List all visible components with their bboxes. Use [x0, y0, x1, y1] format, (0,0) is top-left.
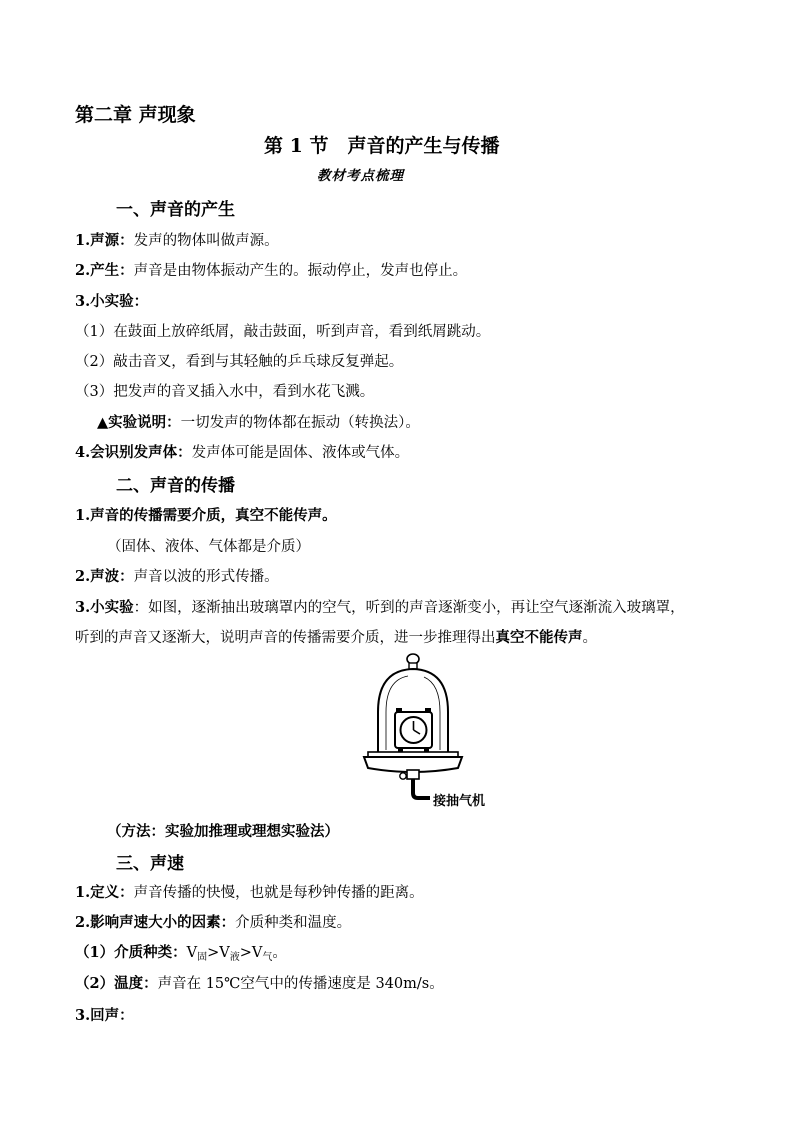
- part3-line3: 3.回声：: [75, 1007, 134, 1024]
- experiment-note: [97, 411, 420, 432]
- part3-line2: [75, 911, 351, 932]
- part3-medium: [75, 941, 287, 963]
- text-end: 。: [582, 630, 597, 646]
- label: 3.小实验: [75, 599, 134, 616]
- part3-heading: 三、声速: [116, 854, 184, 874]
- bell-jar-figure: [358, 650, 508, 810]
- experiment-3: （3）把发声的音叉插入水中，看到水花飞溅。: [75, 384, 375, 400]
- valve: [407, 770, 419, 779]
- text: 声音传播的快慢，也就是每秒钟传播的距离。: [133, 885, 424, 901]
- text: 介质种类和温度。: [235, 915, 352, 931]
- experiment-2: （2）敲击音叉，看到与其轻触的乒乓球反复弹起。: [75, 354, 404, 370]
- label: 2.产生：: [75, 262, 134, 279]
- part1-line1: [75, 229, 279, 250]
- label: 4.会识别发声体：: [75, 444, 192, 461]
- text: 发声体可能是固体、液体或气体。: [191, 445, 410, 461]
- v-gas: V: [251, 945, 263, 961]
- text: 一切发声的物体都在振动（转换法）。: [180, 415, 420, 431]
- part2-heading: 二、声音的传播: [116, 476, 235, 496]
- part2-line1: 1.声音的传播需要介质，真空不能传声。: [75, 507, 337, 524]
- part2-line3b: [75, 626, 597, 647]
- chapter-title: 第二章 声现象: [75, 104, 196, 126]
- label: 2.声波：: [75, 568, 134, 585]
- text: 声音是由物体振动产生的。振动停止，发声也停止。: [133, 263, 468, 279]
- subsection-title: 教材考点梳理: [317, 168, 404, 184]
- text: 声音以波的形式传播。: [133, 569, 279, 585]
- sub-solid: 固: [197, 952, 208, 963]
- part2-line3a: [75, 596, 685, 617]
- valve-knob: [400, 773, 406, 779]
- section-title: 第 1 节 声音的产生与传播: [264, 135, 500, 157]
- v-liquid: V: [219, 945, 230, 961]
- figure-label: 接抽气机: [433, 794, 486, 809]
- label: 1.定义：: [75, 884, 134, 901]
- part1-line3: 3.小实验：: [75, 293, 149, 310]
- part2-line2: [75, 565, 279, 586]
- gt-2: >: [239, 945, 252, 961]
- gt-1: >: [207, 945, 220, 961]
- text: 听到的声音又逐渐大，说明声音的传播需要介质，进一步推理得出: [75, 630, 496, 646]
- label: （2）温度：: [75, 975, 158, 992]
- bold-text: 真空不能传声: [495, 629, 583, 646]
- part1-line4: [75, 441, 409, 462]
- sub-liquid: 液: [229, 952, 240, 963]
- text: ：如图，逐渐抽出玻璃罩内的空气，听到的声音逐渐变小，再让空气逐渐流入玻璃罩，: [133, 600, 685, 616]
- part1-heading: 一、声音的产生: [116, 200, 235, 220]
- part3-temperature: [75, 972, 444, 993]
- period: 。: [272, 945, 287, 961]
- method-note: （方法：实验加推理或理想实验法）: [107, 823, 339, 840]
- text: 声音在 15℃空气中的传播速度是 340m/s。: [157, 976, 444, 992]
- label: ▲实验说明：: [97, 414, 181, 431]
- label: 2.影响声速大小的因素：: [75, 914, 236, 931]
- label: 1.声源：: [75, 232, 134, 249]
- pipe: [413, 779, 430, 798]
- part2-line1-sub: （固体、液体、气体都是介质）: [107, 539, 310, 555]
- text: 发声的物体叫做声源。: [133, 233, 279, 249]
- v-solid: V: [186, 945, 198, 961]
- sub-gas: 气: [262, 952, 273, 963]
- experiment-1: （1）在鼓面上放碎纸屑，敲击鼓面，听到声音，看到纸屑跳动。: [75, 324, 491, 340]
- label: （1）介质种类：: [75, 944, 187, 961]
- part1-line2: [75, 259, 467, 280]
- part3-line1: [75, 881, 424, 902]
